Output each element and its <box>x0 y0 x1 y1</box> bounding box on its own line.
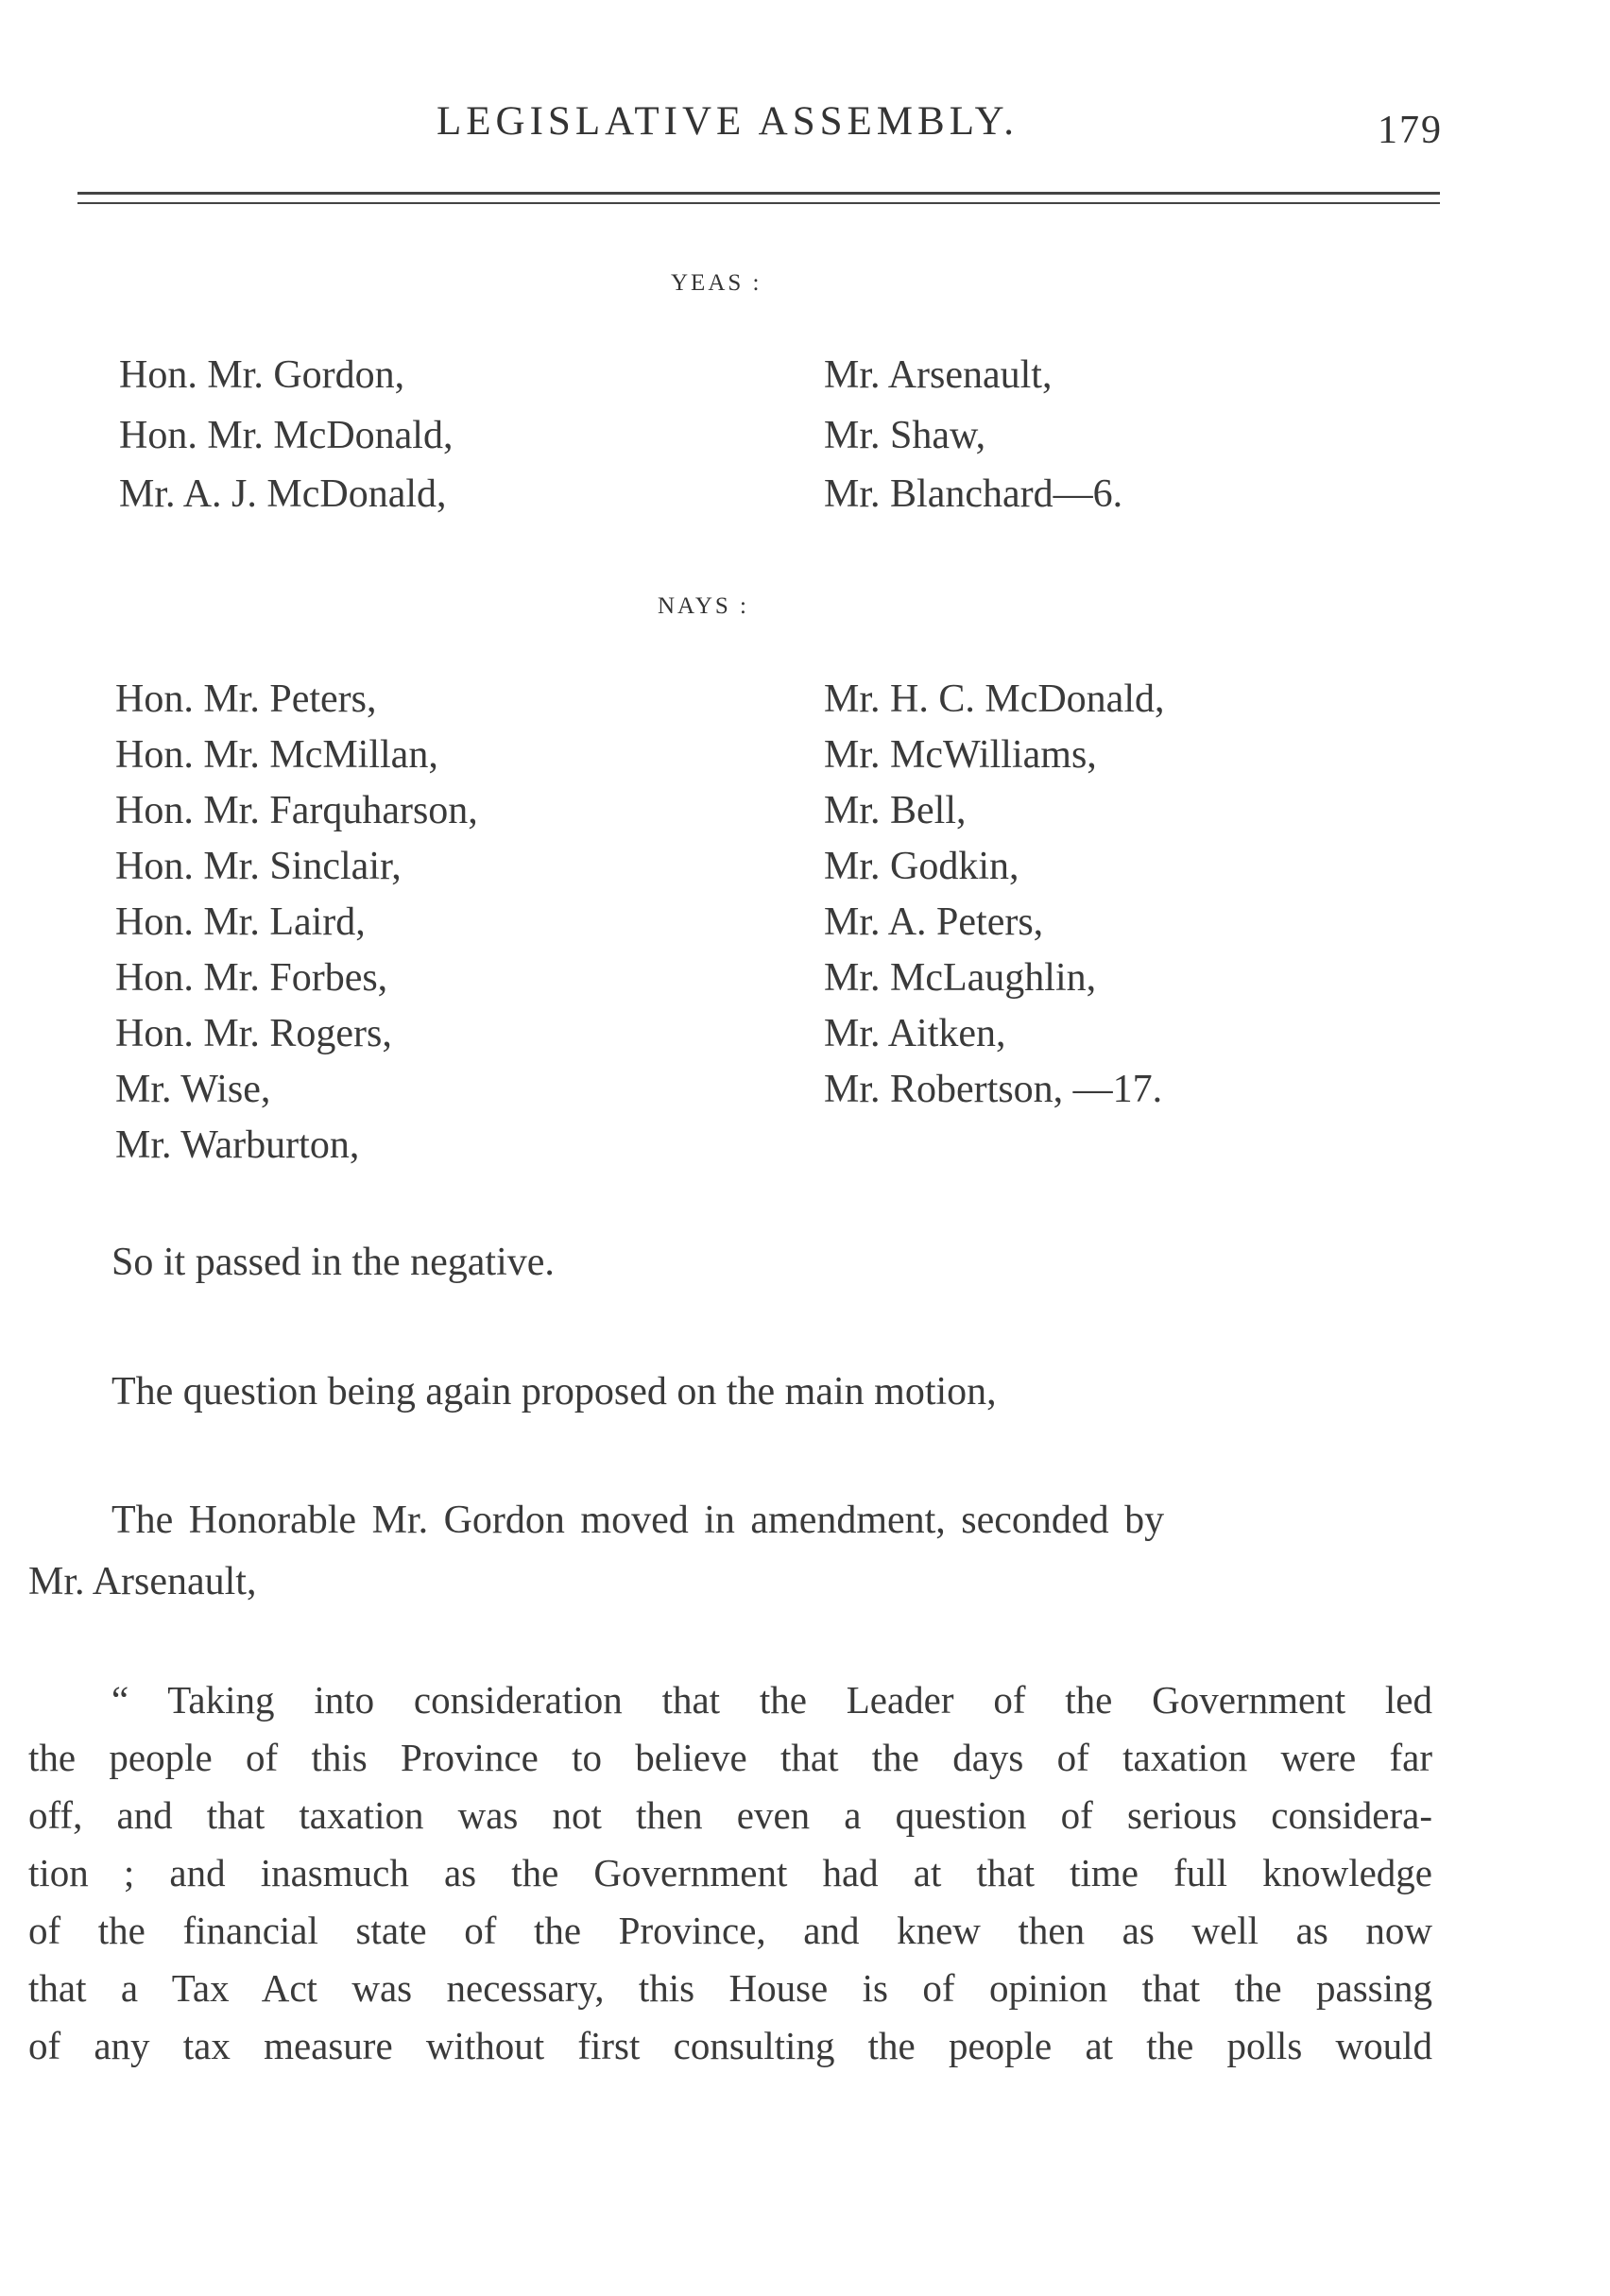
yeas-label: YEAS : <box>671 270 762 296</box>
amendment-quote-line: tion ; and inasmuch as the Government had at that time full knowledge <box>28 1851 1432 1894</box>
yea-name: Mr. Arsenault, <box>824 353 1053 397</box>
amendment-quote-line: the people of this Province to believe that the days of taxation were far <box>28 1736 1432 1779</box>
nays-label: NAYS : <box>658 593 749 619</box>
amendment-quote-line: “ Taking into consideration that the Leader of the Government led <box>111 1678 1432 1722</box>
nay-name: Mr. Aitken, <box>824 1012 1006 1055</box>
nay-name: Mr. Bell, <box>824 789 967 832</box>
nay-name: Mr. A. Peters, <box>824 900 1044 944</box>
question-paragraph: The question being again proposed on the main motion, <box>111 1370 997 1414</box>
amendment-line: The Honorable Mr. Gordon moved in amendment, seconded by <box>111 1499 1165 1542</box>
amendment-line: Mr. Arsenault, <box>28 1560 257 1603</box>
nay-name: Hon. Mr. Peters, <box>115 677 377 721</box>
amendment-quote-line: of any tax measure without first consulting the people at the polls would <box>28 2024 1432 2067</box>
yea-name: Mr. Shaw, <box>824 414 986 457</box>
nay-name: Mr. H. C. McDonald, <box>824 677 1165 721</box>
yea-name: Mr. Blanchard—6. <box>824 472 1123 516</box>
running-header-title: LEGISLATIVE ASSEMBLY. <box>437 99 1019 144</box>
nay-name: Hon. Mr. Forbes, <box>115 956 388 1000</box>
nay-name: Hon. Mr. McMillan, <box>115 733 438 777</box>
nay-name: Hon. Mr. Laird, <box>115 900 366 944</box>
nay-name: Mr. McWilliams, <box>824 733 1097 777</box>
header-rule-thin <box>77 202 1440 204</box>
header-rule-thick <box>77 192 1440 195</box>
nay-name: Mr. Robertson, —17. <box>824 1068 1163 1111</box>
nay-name: Hon. Mr. Farquharson, <box>115 789 478 832</box>
nay-name: Mr. Wise, <box>115 1068 271 1111</box>
vote-result: So it passed in the negative. <box>111 1241 555 1284</box>
nay-name: Hon. Mr. Rogers, <box>115 1012 392 1055</box>
page-number: 179 <box>1378 109 1443 152</box>
nay-name: Mr. Warburton, <box>115 1123 360 1167</box>
yea-name: Mr. A. J. McDonald, <box>119 472 447 516</box>
nay-name: Hon. Mr. Sinclair, <box>115 845 402 888</box>
nay-name: Mr. Godkin, <box>824 845 1019 888</box>
yea-name: Hon. Mr. McDonald, <box>119 414 454 457</box>
amendment-quote-line: of the financial state of the Province, and knew then as well as now <box>28 1909 1432 1952</box>
nay-name: Mr. McLaughlin, <box>824 956 1097 1000</box>
amendment-quote-line: that a Tax Act was necessary, this House is of opinion that the passing <box>28 1966 1432 2010</box>
amendment-quote-line: off, and that taxation was not then even a question of serious considera- <box>28 1793 1432 1837</box>
yea-name: Hon. Mr. Gordon, <box>119 353 405 397</box>
